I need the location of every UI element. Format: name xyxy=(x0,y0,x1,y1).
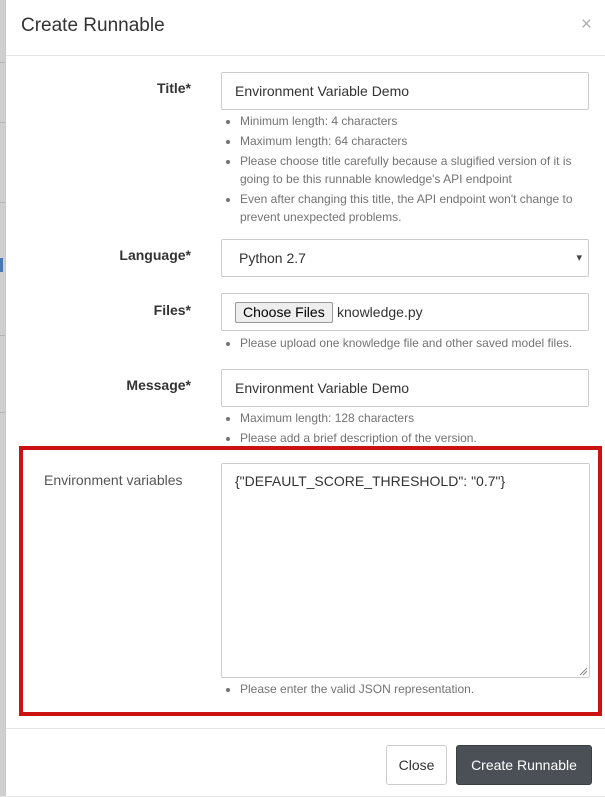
selected-file-name: knowledge.py xyxy=(337,304,423,320)
choose-files-button[interactable]: Choose Files xyxy=(235,302,333,323)
help-item: • Maximum length: 64 characters xyxy=(240,132,593,150)
help-item: • Maximum length: 128 characters xyxy=(240,409,593,427)
help-item: • Please choose title carefully because a slugified version of it is going to be this runnable knowledge's API endpoint xyxy=(240,152,593,188)
language-select[interactable] xyxy=(221,239,589,277)
environment-variables-label: Environment variables xyxy=(44,472,183,488)
files-label: Files* xyxy=(153,302,191,318)
title-input[interactable]: Environment Variable Demo xyxy=(221,72,589,110)
environment-variables-help-list xyxy=(221,680,593,700)
chevron-down-icon: ▾ xyxy=(576,252,582,264)
close-icon[interactable]: × xyxy=(580,14,592,35)
modal-header xyxy=(6,0,605,56)
help-item: • Even after changing this title, the API endpoint won't change to prevent unexpected problems. xyxy=(240,190,593,226)
message-help-list xyxy=(221,409,593,449)
create-runnable-modal xyxy=(5,0,605,796)
help-item: • Please upload one knowledge file and other saved model files. xyxy=(240,334,593,352)
message-input[interactable]: Environment Variable Demo xyxy=(221,369,589,407)
title-label: Title* xyxy=(157,80,191,96)
file-input xyxy=(221,293,589,331)
textarea-value: {"DEFAULT_SCORE_THRESHOLD": "0.7"} xyxy=(235,473,506,489)
create-runnable-button[interactable]: Create Runnable xyxy=(456,745,592,785)
title-help-list xyxy=(221,112,593,228)
modal-title: Create Runnable xyxy=(21,15,165,36)
environment-variables-textarea[interactable] xyxy=(221,463,590,678)
resize-handle-icon[interactable] xyxy=(578,666,588,676)
backdrop-link-fragment xyxy=(0,258,3,272)
files-help-list xyxy=(221,334,593,354)
language-selected-value: Python 2.7 xyxy=(239,250,306,266)
language-label: Language* xyxy=(119,247,191,263)
help-item: • Please add a brief description of the version. xyxy=(240,429,593,447)
message-label: Message* xyxy=(126,377,191,393)
help-item: • Minimum length: 4 characters xyxy=(240,112,593,130)
close-button[interactable]: Close xyxy=(386,745,447,785)
help-item: • Please enter the valid JSON representation. xyxy=(240,680,593,698)
